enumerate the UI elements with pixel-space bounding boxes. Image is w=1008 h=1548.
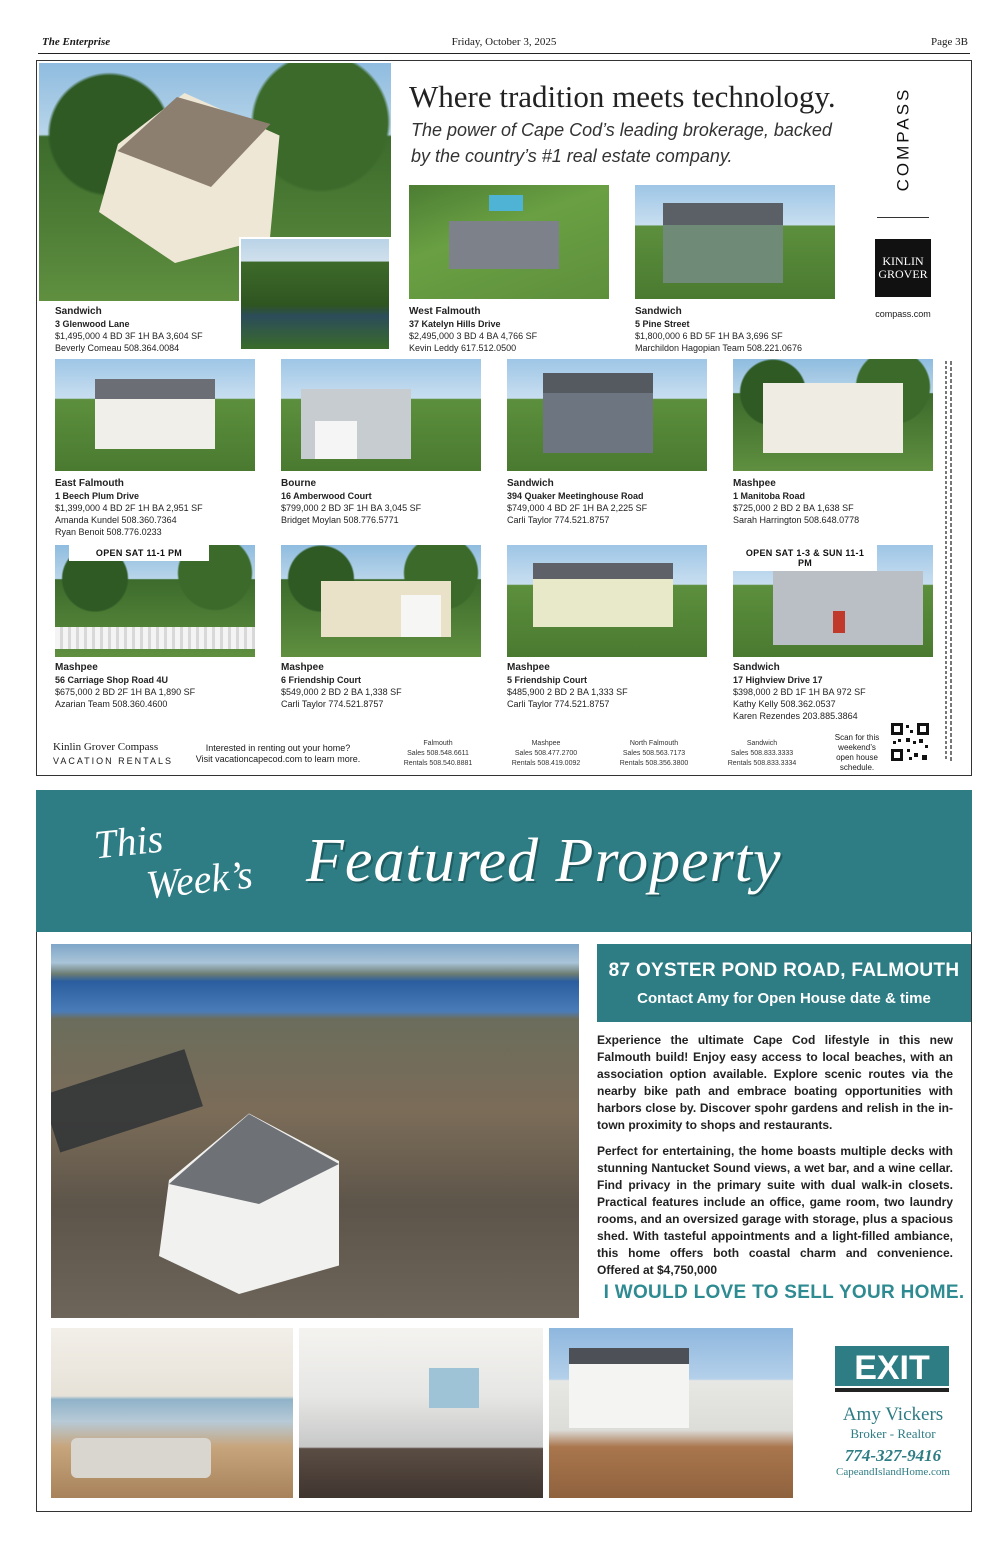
listing-address: 37 Katelyn Hills Drive [409, 319, 501, 329]
kinlin-grover-logo: KINLIN GROVER [875, 239, 931, 297]
listing-town: Mashpee [507, 662, 550, 673]
listing-agent: Carli Taylor 774.521.8757 [507, 699, 610, 709]
compass-advertisement [36, 60, 972, 776]
listing-details: $725,000 2 BD 2 BA 1,638 SF [733, 503, 854, 513]
vacation-brand-name: Kinlin Grover Compass [53, 741, 159, 753]
exit-realty-logo [833, 1342, 953, 1398]
office-contact [501, 739, 591, 769]
listing-address: 6 Friendship Court [281, 675, 362, 685]
legal-disclaimer [941, 361, 957, 761]
listing-agent: Marchildon Hagopian Team 508.221.0676 [635, 343, 802, 353]
listing-town: Sandwich [733, 662, 780, 673]
open-house-badge: OPEN SAT 1-3 & SUN 11-1 PM [733, 545, 877, 571]
office-contact [717, 739, 807, 769]
listing-card[interactable] [55, 477, 275, 538]
listing-details: $675,000 2 BD 2F 1H BA 1,890 SF [55, 687, 196, 697]
compass-logo-text: COMPASS [893, 86, 913, 192]
listing-details: $1,399,000 4 BD 2F 1H BA 2,951 SF [55, 503, 203, 513]
office-name: North Falmouth [629, 740, 679, 747]
listing-town: Sandwich [635, 306, 682, 317]
listing-photo-highview [733, 545, 933, 657]
listing-card[interactable] [635, 305, 855, 354]
page-number: Page 3B [931, 36, 968, 48]
listing-card[interactable] [409, 305, 629, 354]
agent-website[interactable]: CapeandIslandHome.com [836, 1466, 950, 1478]
listing-address: 17 Highview Drive 17 [733, 675, 823, 685]
listing-town: Mashpee [55, 662, 98, 673]
office-rentals: Rentals 508.419.0092 [511, 760, 581, 767]
listing-agent: Sarah Harrington 508.648.0778 [733, 515, 860, 525]
vacation-brand [53, 741, 173, 766]
description-paragraph: Experience the ultimate Cape Cod lifestyle in this new Falmouth build! Enjoy easy access to local beaches, with an association option available. Explore scenic routes via the nearby bike path and embrace boating opportunities with harbors close by. Discover spohr gardens and relish in the in-town proximity to shops and restaurants. [597, 1033, 953, 1132]
interior-photo-living [51, 1328, 293, 1498]
listing-details: $398,000 2 BD 1F 1H BA 972 SF [733, 687, 866, 697]
vacation-text-line: Interested in renting out your home? [205, 743, 351, 753]
banner-title-main: Featured Property [306, 827, 782, 895]
interior-photo-kitchen [299, 1328, 543, 1498]
listing-photo-6-friendship [281, 545, 481, 657]
office-sales: Sales 508.548.6611 [407, 750, 469, 757]
compass-url[interactable]: compass.com [875, 309, 931, 319]
compass-logo [889, 83, 919, 195]
description-paragraph: Perfect for entertaining, the home boasts multiple decks with stunning Nantucket Sound views, a wet bar, and a wine cellar. Find privacy in the primary suite with dual walk-in closets. Practical features include an office, game room, two laundry rooms, and an oversized garage with storage, plus a spacious shed. With tasteful appointments and a light-filled ambiance, this home offers both coastal charm and convenience. Offered at $4,750,000 [597, 1144, 953, 1277]
featured-contact: Contact Amy for Open House date & time [637, 990, 931, 1007]
listing-agent: Karen Rezendes 203.885.3864 [733, 711, 858, 721]
listing-photo-carriage-shop [55, 545, 255, 657]
vacation-text-line[interactable]: Visit vacationcapecod.com to learn more. [195, 754, 361, 764]
office-rentals: Rentals 508.356.3800 [619, 760, 689, 767]
listing-details: $485,900 2 BD 2 BA 1,333 SF [507, 687, 628, 697]
listing-town: Sandwich [507, 478, 554, 489]
listing-town: East Falmouth [55, 478, 124, 489]
featured-address-bar [597, 944, 971, 1022]
listing-card[interactable] [281, 477, 501, 526]
listing-card[interactable] [507, 661, 727, 710]
listing-town: Mashpee [281, 662, 324, 673]
featured-property-banner [36, 790, 972, 932]
listing-details: $1,800,000 6 BD 5F 1H BA 3,696 SF [635, 331, 783, 341]
listing-agent: Azarian Team 508.360.4600 [55, 699, 168, 709]
listing-card[interactable] [55, 305, 255, 354]
office-name: Falmouth [423, 740, 453, 747]
listing-details: $749,000 4 BD 2F 1H BA 2,225 SF [507, 503, 648, 513]
office-rentals: Rentals 508.540.8881 [403, 760, 473, 767]
featured-address: 87 OYSTER POND ROAD, FALMOUTH [608, 960, 960, 981]
listing-photo-pine [635, 185, 835, 299]
listing-details: $799,000 2 BD 3F 1H BA 3,045 SF [281, 503, 422, 513]
vacation-text [189, 743, 367, 765]
listing-photo-quaker [507, 359, 707, 471]
agent-contact-card [813, 1342, 973, 1502]
qr-code-icon[interactable] [889, 721, 931, 763]
listing-town: West Falmouth [409, 306, 481, 317]
agent-title: Broker - Realtor [850, 1426, 936, 1441]
masthead [38, 34, 970, 54]
vacation-rentals-footer [37, 733, 971, 775]
banner-title-this: This [91, 815, 166, 868]
listing-town: Bourne [281, 478, 316, 489]
office-sales: Sales 508.477.2700 [514, 750, 578, 757]
listing-card[interactable] [733, 477, 933, 526]
open-house-badge: OPEN SAT 11-1 PM [69, 545, 209, 561]
listing-address: 394 Quaker Meetinghouse Road [507, 491, 644, 501]
listing-agent: Bridget Moylan 508.776.5771 [281, 515, 399, 525]
featured-description [597, 1032, 953, 1288]
listing-address: 3 Glenwood Lane [55, 319, 130, 329]
listing-agent: Kevin Leddy 617.512.0500 [409, 343, 517, 353]
listing-photo-manitoba [733, 359, 933, 471]
listing-card[interactable] [733, 661, 933, 722]
listing-photo-amberwood [281, 359, 481, 471]
office-sales: Sales 508.563.7173 [622, 750, 686, 757]
listing-address: 1 Beech Plum Drive [55, 491, 140, 501]
exit-logo-text: EXIT [854, 1349, 930, 1387]
listing-agent: Amanda Kundel 508.360.7364 [55, 515, 177, 525]
listing-photo-pond [239, 237, 391, 351]
listing-address: 56 Carriage Shop Road 4U [55, 675, 169, 685]
divider [877, 217, 929, 218]
featured-tagline: I WOULD LOVE TO SELL YOUR HOME. [603, 1282, 965, 1303]
office-name: Sandwich [746, 740, 778, 747]
office-name: Mashpee [531, 740, 561, 747]
listing-agent: Beverly Comeau 508.364.0084 [55, 343, 180, 353]
banner-title-week: Week’s [143, 851, 255, 908]
listing-address: 5 Friendship Court [507, 675, 588, 685]
listing-address: 1 Manitoba Road [733, 491, 806, 501]
listing-details: $2,495,000 3 BD 4 BA 4,766 SF [409, 331, 538, 341]
qr-caption: Scan for this weekend’s open house schedule. [834, 733, 880, 772]
office-sales: Sales 508.833.3333 [730, 750, 794, 757]
vacation-brand-sub: VACATION RENTALS [53, 756, 174, 766]
listing-card[interactable] [55, 661, 275, 710]
listing-card[interactable] [507, 477, 727, 526]
office-contact [393, 739, 483, 769]
listing-agent: Carli Taylor 774.521.8757 [507, 515, 610, 525]
listing-photo-katelyn [409, 185, 609, 299]
issue-date: Friday, October 3, 2025 [451, 36, 557, 48]
agent-name: Amy Vickers [842, 1404, 944, 1425]
listing-town: Sandwich [55, 306, 102, 317]
listing-photo-5-friendship [507, 545, 707, 657]
listing-town: Mashpee [733, 478, 776, 489]
listing-details: $549,000 2 BD 2 BA 1,338 SF [281, 687, 402, 697]
featured-aerial-photo [51, 944, 579, 1318]
listing-address: 5 Pine Street [635, 319, 690, 329]
listing-details: $1,495,000 4 BD 3F 1H BA 3,604 SF [55, 331, 203, 341]
deck-photo [549, 1328, 793, 1498]
agent-phone[interactable]: 774-327-9416 [844, 1446, 942, 1465]
listing-agent: Kathy Kelly 508.362.0537 [733, 699, 836, 709]
office-rentals: Rentals 508.833.3334 [727, 760, 797, 767]
ad-subhead: The power of Cape Cod’s leading brokerage, backed by the country’s #1 real estate company. [411, 120, 832, 166]
office-contact [609, 739, 699, 769]
listing-card[interactable] [281, 661, 501, 710]
listing-agent: Carli Taylor 774.521.8757 [281, 699, 384, 709]
listing-address: 16 Amberwood Court [281, 491, 372, 501]
ad-headline: Where tradition meets technology. [409, 79, 836, 114]
listing-photo-beech-plum [55, 359, 255, 471]
listing-agent: Ryan Benoit 508.776.0233 [55, 527, 162, 537]
featured-property-body [36, 932, 972, 1512]
newspaper-name: The Enterprise [42, 36, 111, 48]
